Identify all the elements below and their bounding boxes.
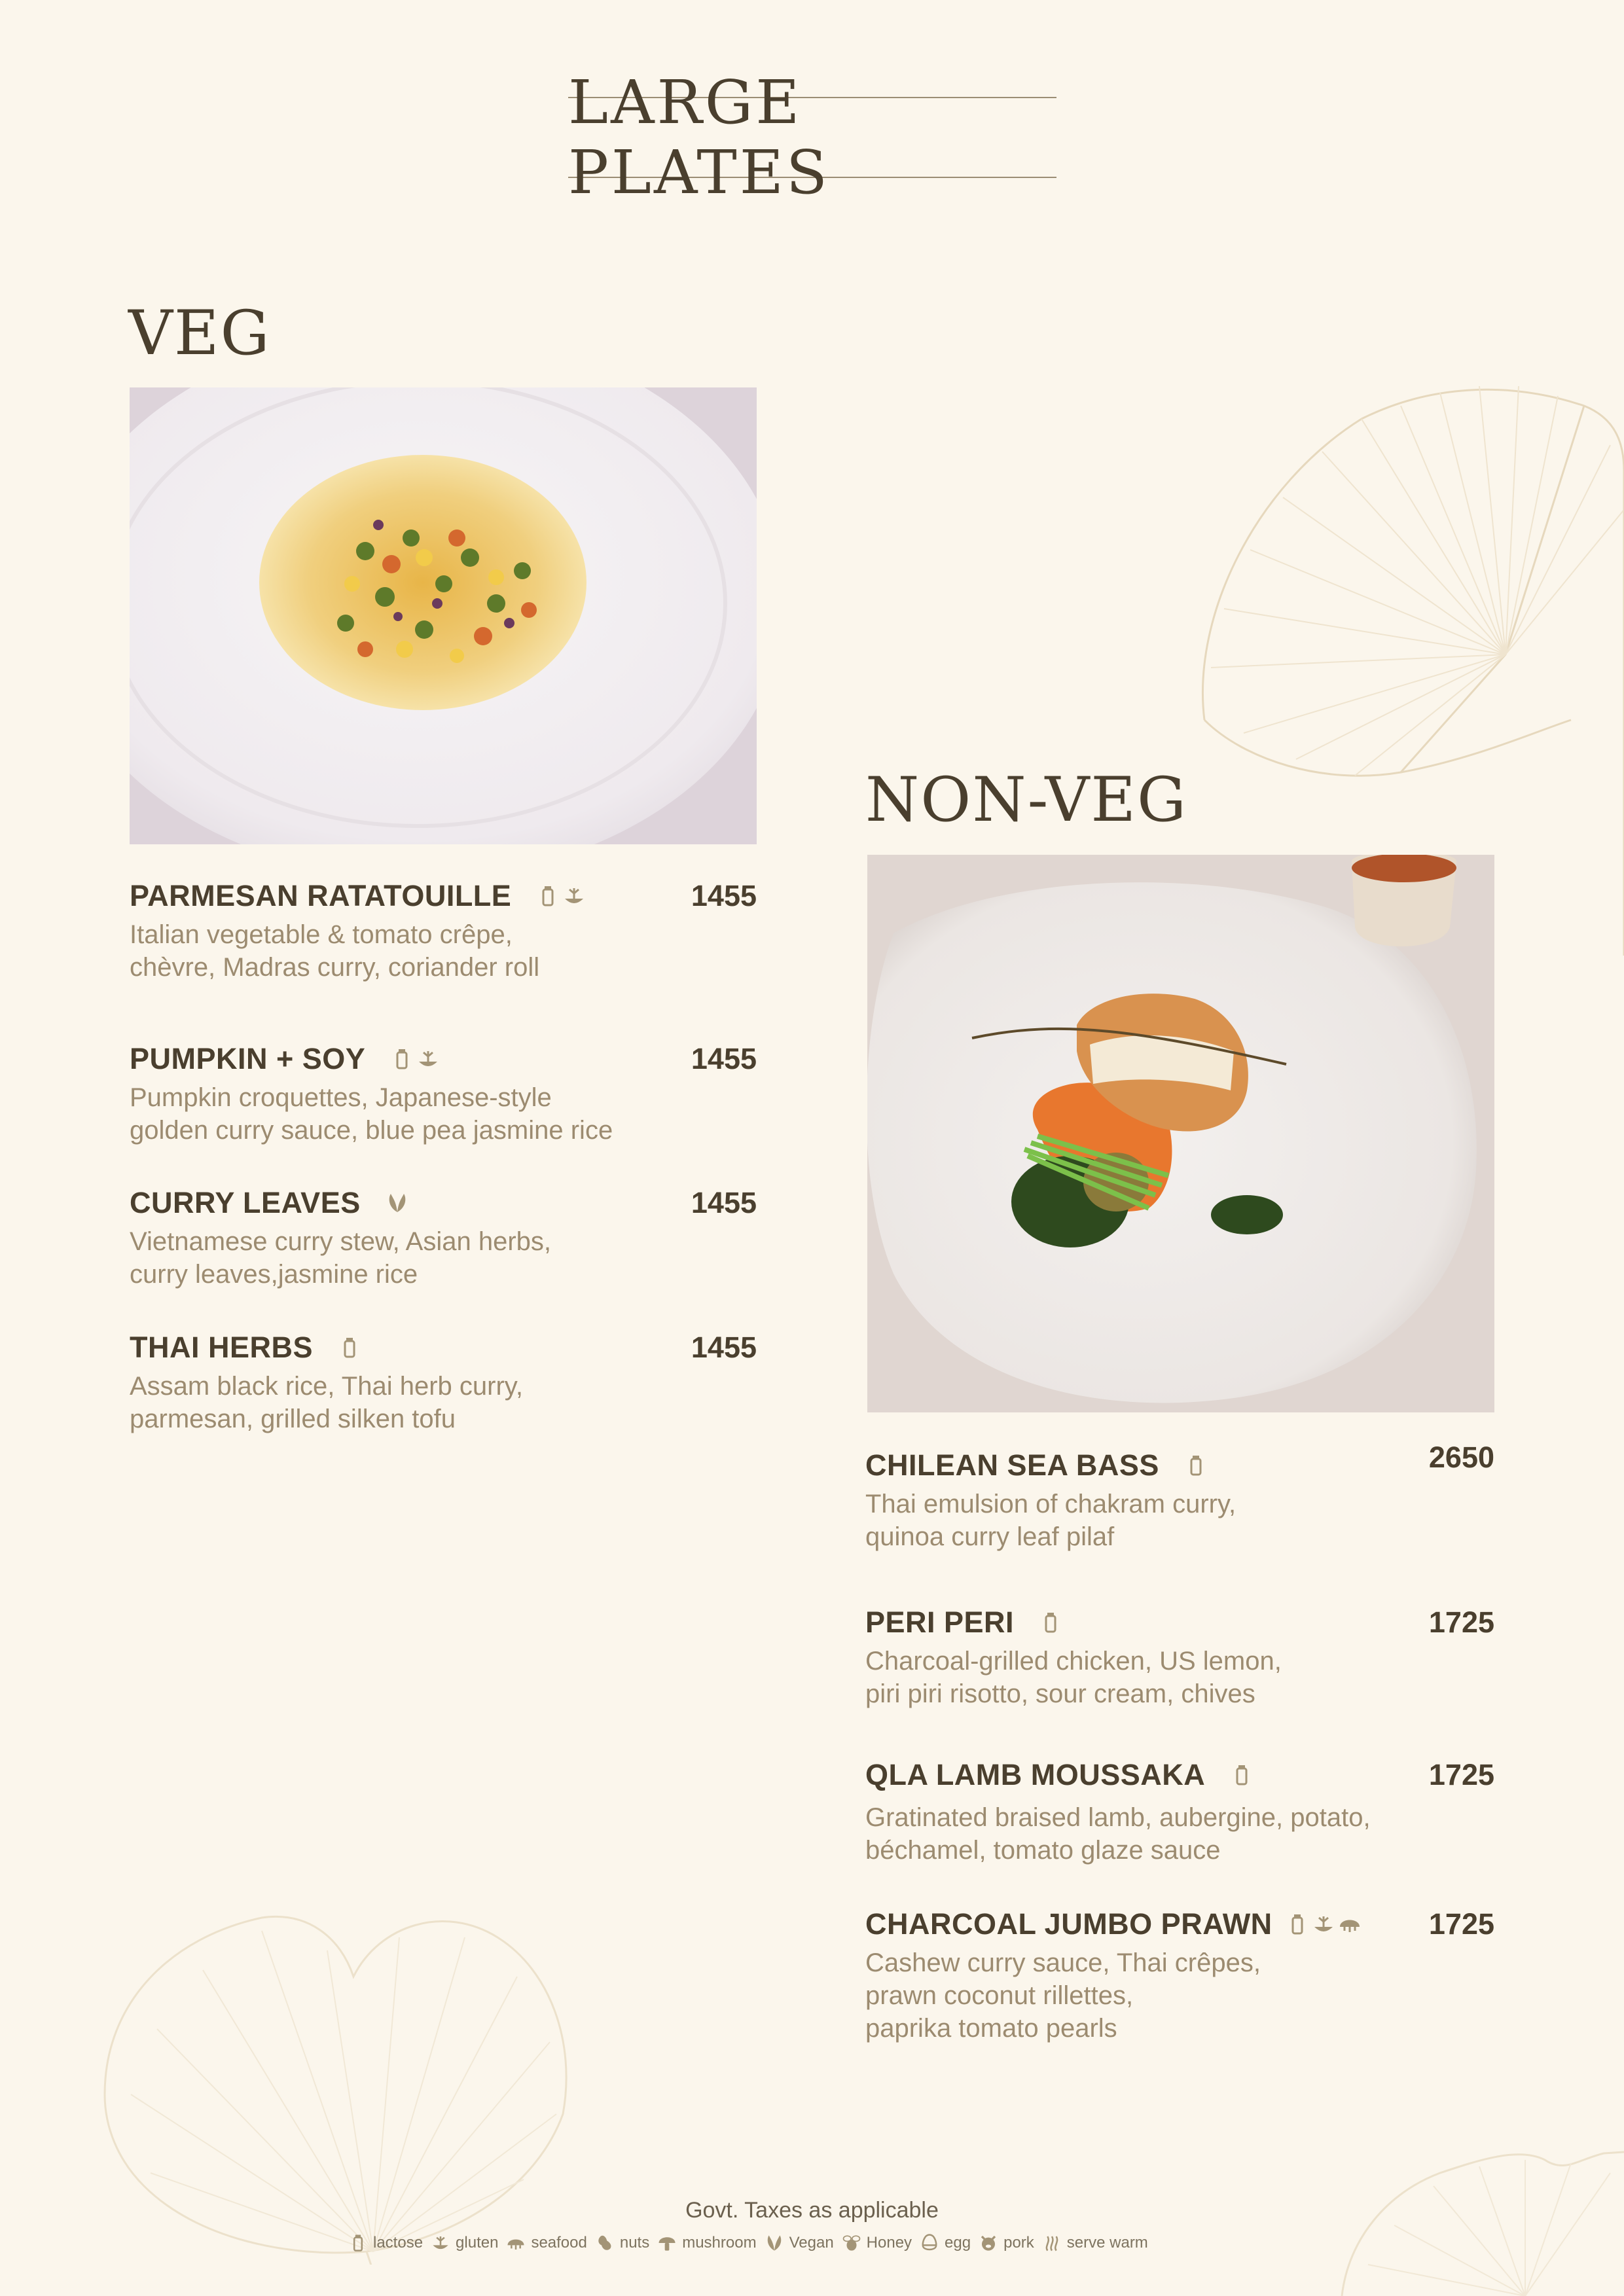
pork-icon <box>979 2233 998 2253</box>
item-price: 1725 <box>1428 1907 1494 1941</box>
allergen-icons <box>390 1047 440 1071</box>
item-description: Gratinated braised lamb, aubergine, potato, béchamel, tomato glaze sauce <box>865 1803 1371 1865</box>
lactose-icon <box>1286 1912 1309 1936</box>
menu-item-charcoal-jumbo-prawn <box>865 1907 1494 2045</box>
item-description: Assam black rice, Thai herb curry, parmesan, grilled silken tofu <box>130 1372 523 1433</box>
allergen-icons <box>536 884 586 908</box>
item-name: CHARCOAL JUMBO PRAWN <box>865 1907 1272 1941</box>
allergen-icons <box>1286 1912 1362 1936</box>
legend-item-lactose: lactose <box>348 2233 423 2253</box>
legend-item-pork: pork <box>979 2233 1034 2253</box>
allergen-icons <box>1039 1611 1062 1634</box>
item-name: CURRY LEAVES <box>130 1186 361 1219</box>
veg-heading: VEG <box>128 298 271 369</box>
menu-item-curry-leaves <box>130 1186 757 1291</box>
item-price: 1455 <box>691 1042 757 1075</box>
item-price: 1455 <box>691 1331 757 1364</box>
lactose-icon <box>1230 1763 1254 1787</box>
page-title: LARGE PLATES <box>568 67 830 207</box>
lactose-icon <box>338 1336 361 1359</box>
legend-item-vegan: Vegan <box>765 2233 834 2253</box>
legend-item-mushroom: mushroom <box>657 2233 756 2253</box>
item-price: 1725 <box>1428 1758 1494 1791</box>
item-description: Italian vegetable & tomato crêpe, chèvre, Madras curry, coriander roll <box>130 920 540 982</box>
tax-note: Govt. Taxes as applicable <box>685 2198 939 2223</box>
nuts-icon <box>595 2233 615 2253</box>
legend-item-honey: Honey <box>842 2233 912 2253</box>
item-name: CHILEAN SEA BASS <box>865 1448 1159 1482</box>
vegan-icon <box>386 1191 409 1215</box>
item-description: Charcoal-grilled chicken, US lemon, piri piri risotto, sour cream, chives <box>865 1647 1282 1708</box>
item-price: 1725 <box>1428 1605 1494 1639</box>
menu-item-pumpkin-soy <box>130 1042 757 1147</box>
lactose-icon <box>1184 1454 1208 1477</box>
item-name: PARMESAN RATATOUILLE <box>130 879 512 912</box>
allergen-icons <box>1184 1454 1208 1477</box>
lactose-icon <box>348 2233 368 2253</box>
item-name: PERI PERI <box>865 1605 1015 1639</box>
honey-icon <box>842 2233 861 2253</box>
item-price: 1455 <box>691 879 757 912</box>
seafood-icon <box>1338 1912 1362 1936</box>
item-description: Cashew curry sauce, Thai crêpes, prawn coconut rillettes, paprika tomato pearls <box>865 1948 1261 2043</box>
item-name: THAI HERBS <box>130 1331 314 1364</box>
item-price: 2650 <box>1428 1441 1494 1474</box>
lactose-icon <box>536 884 560 908</box>
seafood-icon <box>506 2233 526 2253</box>
item-name: PUMPKIN + SOY <box>130 1042 366 1075</box>
item-price: 1455 <box>691 1186 757 1219</box>
non-veg-dish-photo <box>867 855 1494 1412</box>
vegan-icon <box>765 2233 784 2253</box>
allergen-legend <box>348 2233 1278 2253</box>
allergen-icons <box>386 1191 409 1215</box>
gluten-icon <box>1312 1912 1335 1936</box>
menu-item-peri-peri <box>865 1605 1494 1710</box>
legend-item-serve-warm: serve warm <box>1042 2233 1148 2253</box>
menu-item-parmesan-ratatouille <box>130 879 757 984</box>
item-description: Vietnamese curry stew, Asian herbs, curry leaves,jasmine rice <box>130 1227 552 1289</box>
item-description: Thai emulsion of chakram curry, quinoa curry leaf pilaf <box>865 1490 1236 1551</box>
gluten-icon <box>562 884 586 908</box>
veg-dish-photo <box>130 387 757 844</box>
gluten-icon <box>431 2233 450 2253</box>
legend-item-nuts: nuts <box>595 2233 649 2253</box>
menu-item-qla-lamb-moussaka <box>865 1758 1494 1867</box>
lactose-icon <box>1039 1611 1062 1634</box>
legend-item-egg: egg <box>920 2233 971 2253</box>
legend-item-gluten: gluten <box>431 2233 498 2253</box>
gluten-icon <box>416 1047 440 1071</box>
item-description: Pumpkin croquettes, Japanese-style golden curry sauce, blue pea jasmine rice <box>130 1083 613 1145</box>
egg-icon <box>920 2233 939 2253</box>
menu-item-chilean-sea-bass <box>865 1441 1494 1553</box>
allergen-icons <box>338 1336 361 1359</box>
allergen-icons <box>1230 1763 1254 1787</box>
page-title-banner <box>568 67 1056 207</box>
menu-item-thai-herbs <box>130 1331 757 1435</box>
serve-warm-icon <box>1042 2233 1062 2253</box>
lactose-icon <box>390 1047 414 1071</box>
mushroom-icon <box>657 2233 677 2253</box>
legend-item-seafood: seafood <box>506 2233 586 2253</box>
item-name: QLA LAMB MOUSSAKA <box>865 1758 1206 1791</box>
non-veg-heading: NON-VEG <box>865 764 1188 836</box>
